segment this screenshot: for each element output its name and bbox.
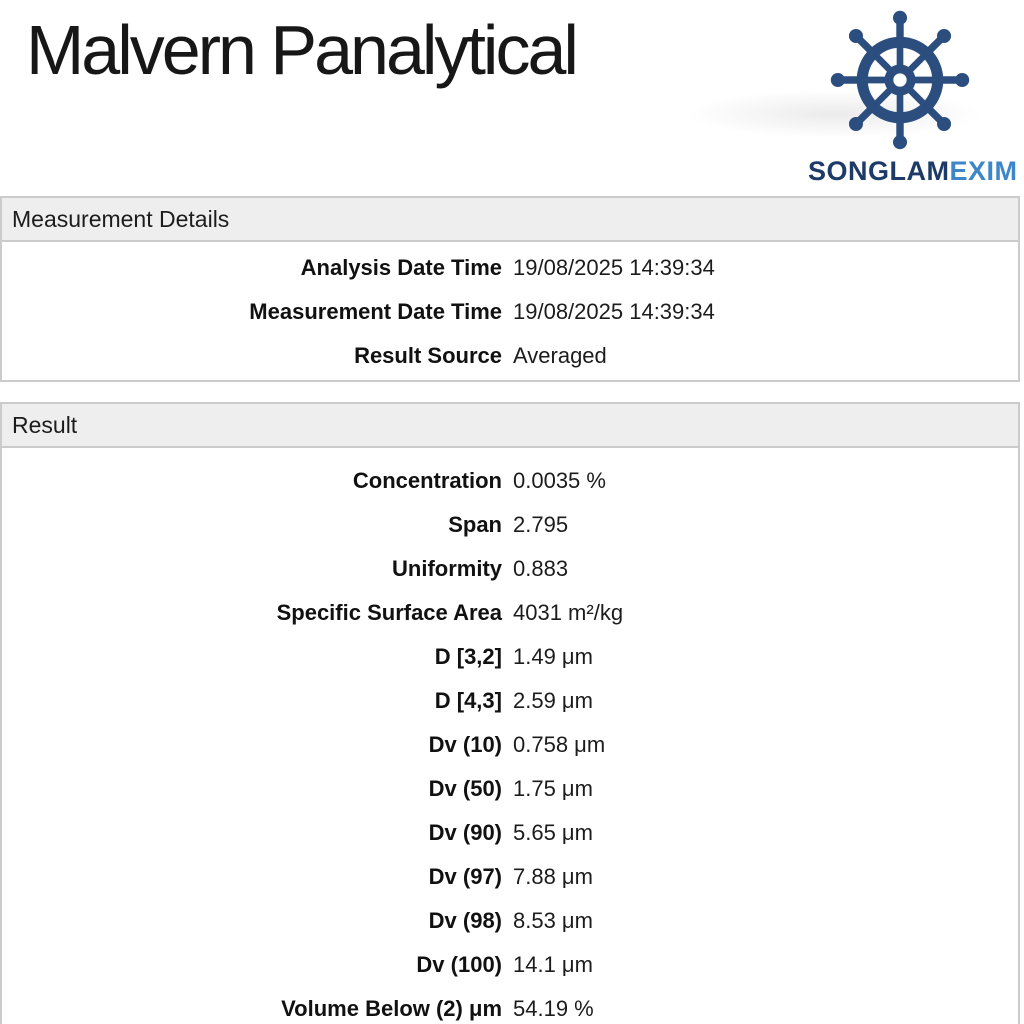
detail-row <box>2 855 1018 899</box>
row-value: 19/08/2025 14:39:34 <box>513 255 715 280</box>
measurement-details-header: Measurement Details <box>2 198 1018 242</box>
result-header: Result <box>2 404 1018 448</box>
measurement-details-section <box>0 196 1020 382</box>
row-label: D [4,3] <box>434 688 502 713</box>
page-title: Malvern Panalytical <box>26 11 576 89</box>
row-value: 7.88 μm <box>513 864 593 889</box>
row-value: 0.0035 % <box>513 468 606 493</box>
row-label: Specific Surface Area <box>276 600 502 625</box>
row-value: 4031 m²/kg <box>513 600 624 625</box>
row-value: 2.59 μm <box>513 688 593 713</box>
measurement-details-body <box>2 242 1018 378</box>
detail-row <box>2 899 1018 943</box>
row-label: Result Source <box>354 343 502 368</box>
row-label: Dv (90) <box>428 820 502 845</box>
detail-row <box>2 290 1018 334</box>
result-body <box>2 448 1018 1024</box>
row-value: Averaged <box>513 343 607 368</box>
logo-wordmark <box>808 156 1018 187</box>
detail-row <box>2 591 1018 635</box>
detail-row <box>2 987 1018 1024</box>
row-value: 8.53 μm <box>513 908 593 933</box>
row-label: Dv (100) <box>416 952 502 977</box>
detail-row <box>2 635 1018 679</box>
row-label: Dv (98) <box>428 908 502 933</box>
detail-row <box>2 503 1018 547</box>
row-value: 0.883 <box>513 556 569 581</box>
detail-row <box>2 811 1018 855</box>
detail-row <box>2 723 1018 767</box>
row-label: Measurement Date Time <box>249 299 502 324</box>
detail-row <box>2 679 1018 723</box>
row-value: 5.65 μm <box>513 820 593 845</box>
logo-text-secondary: EXIM <box>949 156 1018 186</box>
row-label: Analysis Date Time <box>300 255 502 280</box>
row-value: 0.758 μm <box>513 732 606 757</box>
detail-row <box>2 246 1018 290</box>
row-value: 1.75 μm <box>513 776 593 801</box>
row-value: 54.19 % <box>513 996 594 1021</box>
logo-text-primary: SONGLAM <box>808 156 950 186</box>
row-label: Dv (97) <box>428 864 502 889</box>
detail-row <box>2 943 1018 987</box>
company-logo <box>808 6 1018 187</box>
row-value: 1.49 μm <box>513 644 593 669</box>
row-value: 14.1 μm <box>513 952 593 977</box>
ship-wheel-icon <box>826 6 974 154</box>
result-section <box>0 402 1020 1024</box>
row-label: Concentration <box>352 468 502 493</box>
row-value: 2.795 <box>513 512 569 537</box>
row-label: Dv (50) <box>428 776 502 801</box>
row-label: Span <box>448 512 502 537</box>
row-label: Dv (10) <box>428 732 502 757</box>
row-value: 19/08/2025 14:39:34 <box>513 299 715 324</box>
row-label: D [3,2] <box>434 644 502 669</box>
detail-row <box>2 459 1018 503</box>
detail-row <box>2 334 1018 378</box>
row-label: Volume Below (2) μm <box>281 996 502 1021</box>
detail-row <box>2 767 1018 811</box>
row-label: Uniformity <box>392 556 502 581</box>
detail-row <box>2 547 1018 591</box>
